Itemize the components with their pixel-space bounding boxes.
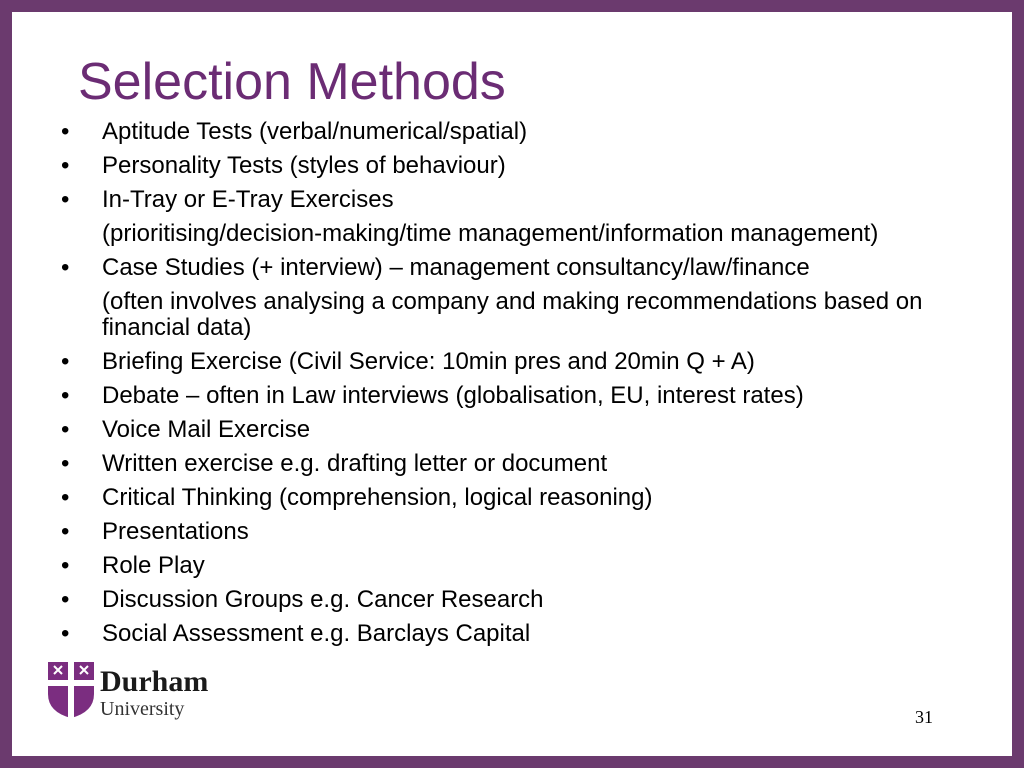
bullet-mark: •	[61, 586, 70, 613]
bullet-mark: •	[61, 620, 70, 647]
bullet-mark: •	[61, 552, 70, 579]
bullet-text: Debate – often in Law interviews (globalisation, EU, interest rates)	[102, 382, 804, 409]
bullet-text: In-Tray or E-Tray Exercises	[102, 186, 394, 213]
bullet-item	[12, 119, 962, 145]
bullet-item	[12, 621, 962, 647]
bullet-mark: •	[61, 416, 70, 443]
bullet-mark: •	[61, 152, 70, 179]
bullet-text: Critical Thinking (comprehension, logical reasoning)	[102, 484, 653, 511]
bullet-item	[12, 383, 962, 409]
bullet-item	[12, 587, 962, 613]
bullet-text: Role Play	[102, 552, 205, 579]
bullet-text: Voice Mail Exercise	[102, 416, 311, 443]
bullet-mark: •	[61, 484, 70, 511]
bullet-item	[12, 187, 962, 213]
bullet-item	[12, 451, 962, 477]
logo-subtitle: University	[100, 698, 185, 720]
logo-wordmark: Durham	[100, 665, 209, 698]
bullet-text: Presentations	[102, 518, 249, 545]
bullet-text: Personality Tests (styles of behaviour)	[102, 152, 506, 179]
bullet-mark: •	[61, 118, 70, 145]
bullet-item	[12, 553, 962, 579]
bullet-subtext: (often involves analysing a company and making recommendations based on financial data)	[102, 288, 923, 341]
slide-title: Selection Methods	[78, 53, 506, 111]
bullet-text: Case Studies (+ interview) – management consultancy/law/finance	[102, 254, 810, 281]
bullet-item	[12, 349, 962, 375]
bullet-list	[12, 119, 1012, 655]
bullet-text: Briefing Exercise (Civil Service: 10min pres and 20min Q + A)	[102, 348, 755, 375]
bullet-mark: •	[61, 382, 70, 409]
bullet-text: Written exercise e.g. drafting letter or document	[102, 450, 608, 477]
bullet-mark: •	[61, 254, 70, 281]
bullet-text: Aptitude Tests (verbal/numerical/spatial)	[102, 118, 528, 145]
bullet-item	[12, 417, 962, 443]
bullet-text: Social Assessment e.g. Barclays Capital	[102, 620, 531, 647]
bullet-mark: •	[61, 518, 70, 545]
bullet-subtext: (prioritising/decision-making/time management/information management)	[102, 220, 879, 247]
bullet-item	[12, 519, 962, 545]
university-shield-icon	[46, 660, 96, 720]
bullet-mark: •	[61, 348, 70, 375]
bullet-mark: •	[61, 450, 70, 477]
durham-university-logo	[46, 660, 246, 740]
bullet-item	[12, 255, 962, 281]
slide	[12, 12, 1012, 756]
bullet-text: Discussion Groups e.g. Cancer Research	[102, 586, 544, 613]
page-number: 31	[915, 707, 933, 727]
bullet-item	[12, 153, 962, 179]
bullet-mark: •	[61, 186, 70, 213]
bullet-item	[12, 485, 962, 511]
